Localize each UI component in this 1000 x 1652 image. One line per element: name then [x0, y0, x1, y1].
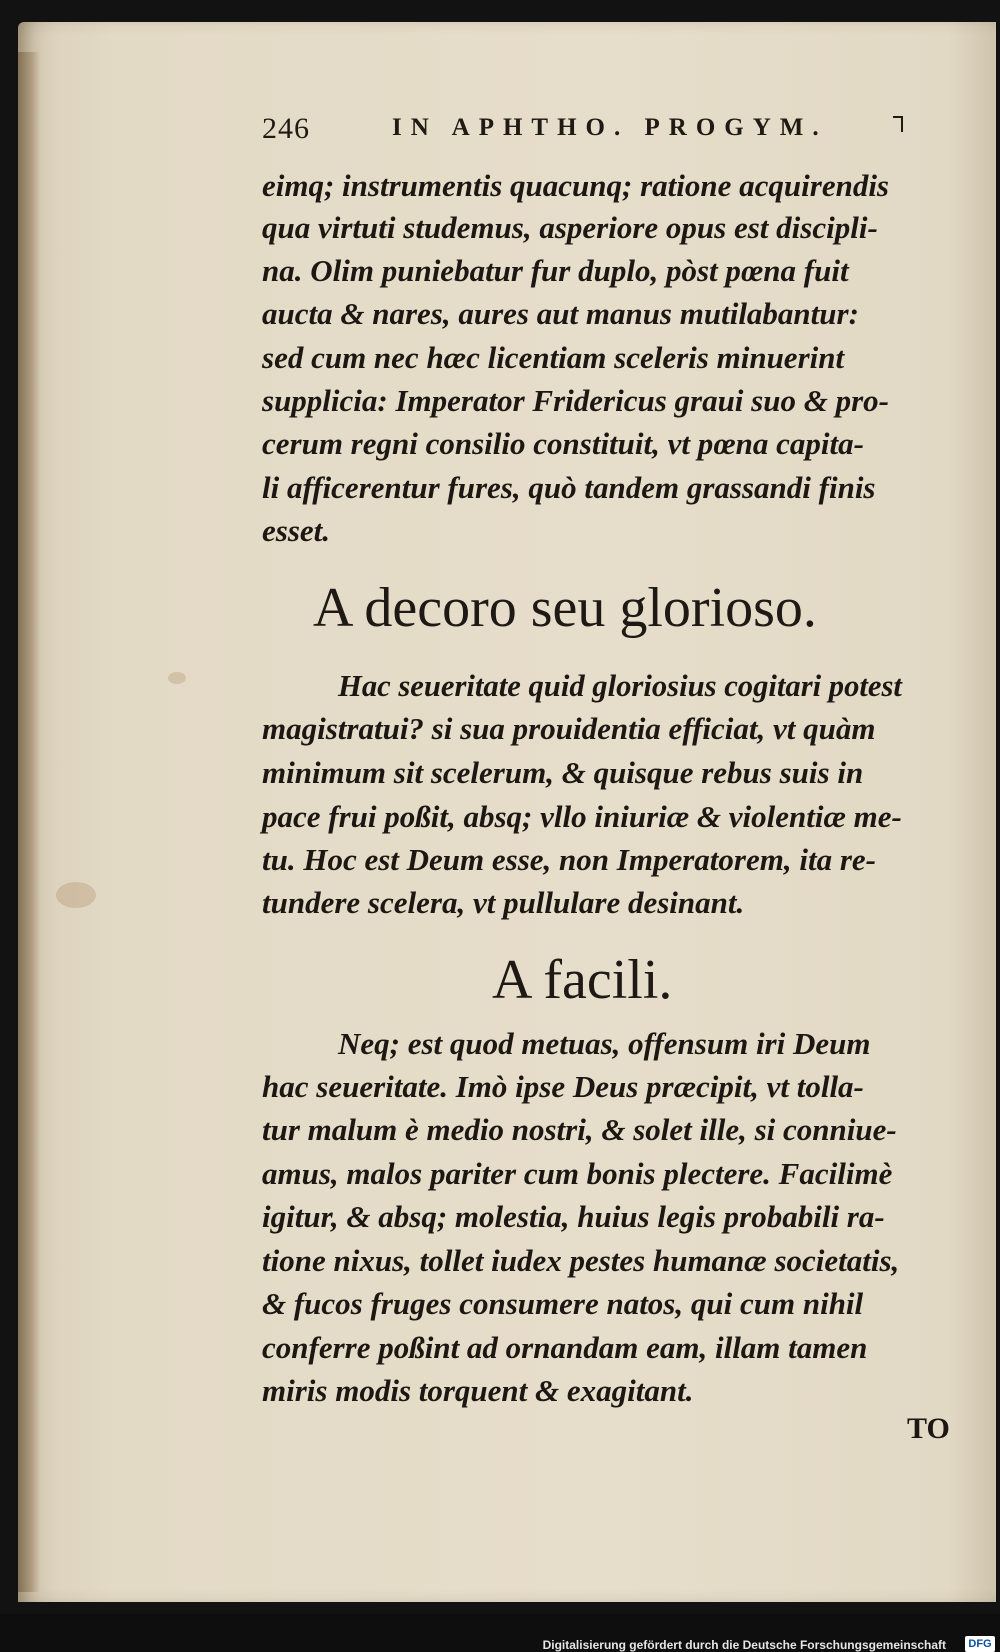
text-line: magistratui? si sua prouidentia efficiat, vt quàm	[262, 711, 876, 746]
text-line: eimq; instrumentis quacunq; ratione acquirendis	[262, 168, 889, 203]
running-title: IN APHTHO. PROGYM.	[392, 114, 828, 141]
text-line: conferre poßint ad ornandam eam, illam tamen	[262, 1330, 868, 1365]
text-line: miris modis torquent & exagitant.	[262, 1373, 694, 1408]
text-line: tundere scelera, vt pullulare desinant.	[262, 885, 745, 920]
section-heading: A decoro seu glorioso.	[313, 577, 817, 639]
text-line: aucta & nares, aures aut manus mutilabantur:	[262, 296, 859, 331]
paper-stain	[56, 882, 96, 908]
header-corner-mark	[893, 116, 903, 132]
text-line: minimum sit scelerum, & quisque rebus suis in	[262, 755, 864, 790]
catchword: TO	[907, 1412, 950, 1445]
text-line: amus, malos pariter cum bonis plectere. Facilimè	[262, 1156, 893, 1191]
text-line: tur malum è medio nostri, & solet ille, si conniue-	[262, 1112, 897, 1147]
text-line: Hac seueritate quid gloriosius cogitari potest	[338, 668, 902, 703]
text-line: li afficerentur fures, quò tandem grassandi finis	[262, 470, 876, 505]
text-line: Neq; est quod metuas, offensum iri Deum	[338, 1026, 871, 1061]
dfg-logo: DFG	[965, 1636, 995, 1652]
page-binding-edge	[18, 52, 40, 1592]
text-line: sed cum nec hæc licentiam sceleris minuerint	[262, 340, 845, 375]
text-line: hac seueritate. Imò ipse Deus præcipit, vt tolla-	[262, 1069, 864, 1104]
text-line: na. Olim puniebatur fur duplo, pòst pœna fuit	[262, 253, 849, 288]
text-line: & fucos fruges consumere natos, qui cum nihil	[262, 1286, 864, 1321]
text-line: qua virtuti studemus, asperiore opus est discipli-	[262, 210, 878, 245]
page-number: 246	[262, 112, 310, 145]
section-heading: A facili.	[492, 949, 673, 1011]
text-line: esset.	[262, 513, 331, 548]
funding-credit: Digitalisierung gefördert durch die Deutsche Forschungsgemeinschaft	[542, 1638, 946, 1652]
text-line: supplicia: Imperator Fridericus graui suo & pro-	[262, 383, 889, 418]
text-line: tu. Hoc est Deum esse, non Imperatorem, ita re-	[262, 842, 876, 877]
paper-stain	[168, 672, 186, 684]
text-line: cerum regni consilio constituit, vt pœna capita-	[262, 426, 864, 461]
text-line: igitur, & absq; molestia, huius legis probabili ra-	[262, 1199, 885, 1234]
running-header	[262, 112, 902, 152]
text-line: tione nixus, tollet iudex pestes humanæ societatis,	[262, 1243, 900, 1278]
text-line: pace frui poßit, absq; vllo iniuriæ & violentiæ me-	[262, 799, 902, 834]
